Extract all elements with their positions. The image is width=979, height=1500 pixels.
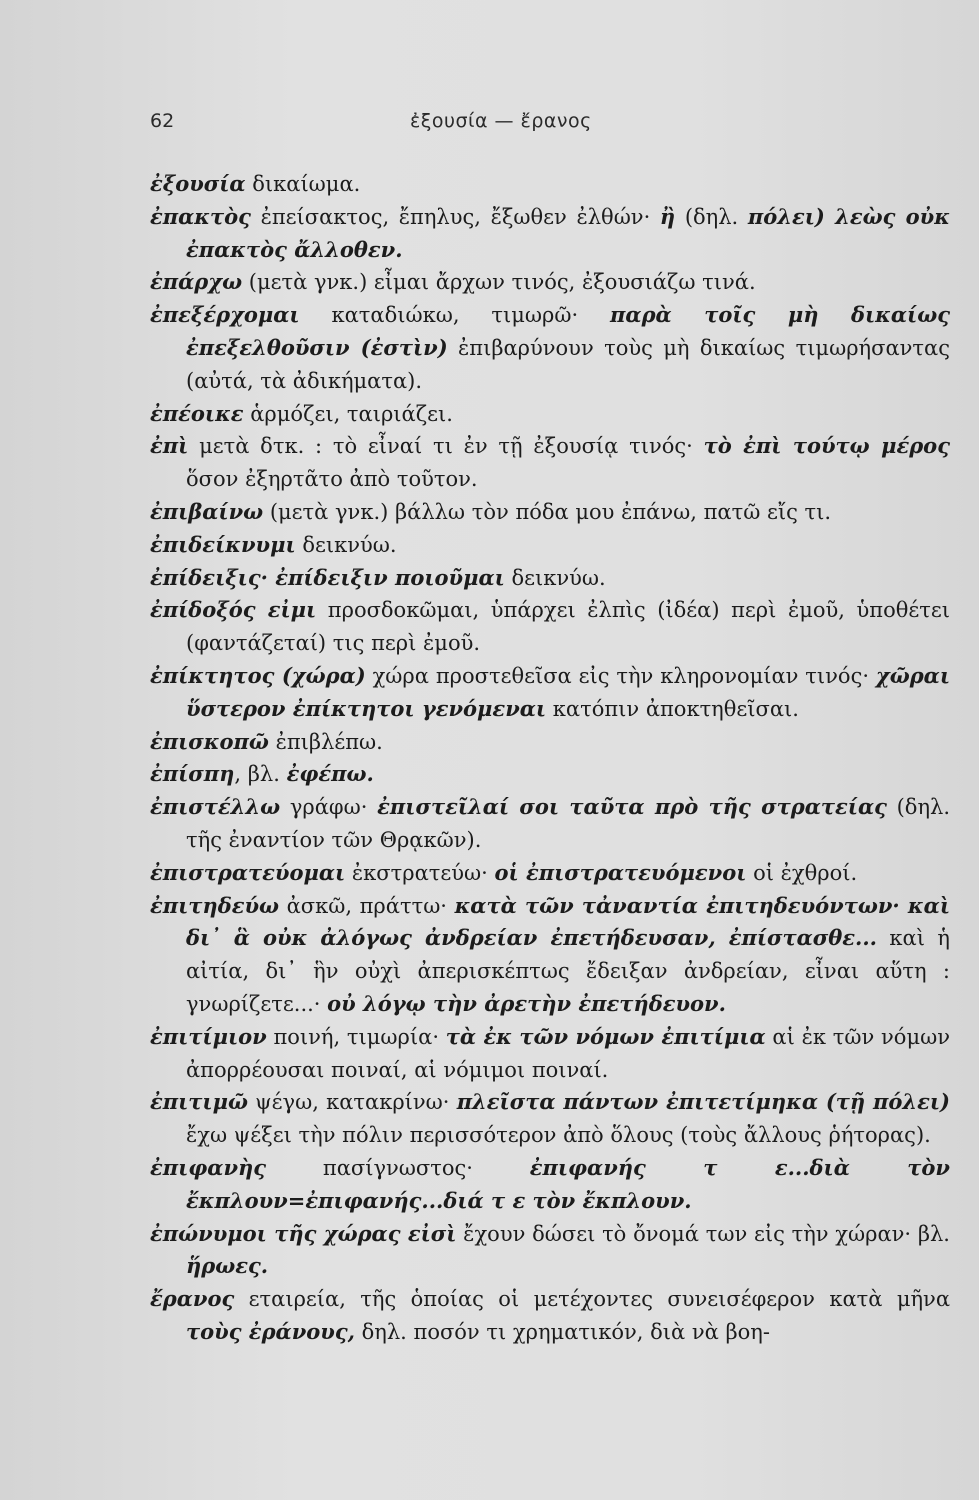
definition: δεικνύω. <box>295 532 397 557</box>
running-title: ἐξουσία — ἔρανος <box>410 110 592 132</box>
dictionary-entry <box>150 496 950 529</box>
dictionary-entry <box>150 1218 950 1284</box>
headword: ἐπὶ <box>150 433 189 459</box>
quotation: παρὰ τοῖς μὴ δικαίως ἐπεξελθοῦσιν (ἐστὶν) <box>186 302 950 360</box>
dictionary-entry <box>150 430 950 496</box>
headword: ἐπιστέλλω <box>150 794 281 820</box>
headword: ἐξουσία <box>150 171 246 196</box>
quotation: χῶραι ὕστερον ἐπίκτητοι γενόμεναι <box>186 662 950 721</box>
headword: ἐπίδοξός εἰμι <box>150 597 317 623</box>
definition: κατόπιν ἀποκτηθεῖσαι. <box>546 696 799 721</box>
definition: καταδιώκω, τιμωρῶ· <box>299 303 611 328</box>
definition: ἔχω ψέξει τὴν πόλιν περισσότερον ἀπὸ ὅλους (τοὺς ἄλλους ῥήτορας). <box>186 1123 931 1148</box>
dictionary-entry <box>150 890 950 1021</box>
definition: ἐπείσακτος, ἔπηλυς, ἔξωθεν ἐλθών· <box>250 204 660 229</box>
dictionary-entry <box>150 857 950 890</box>
headword: ἐπιφανὴς <box>150 1154 267 1180</box>
definition: πασίγνωστος· <box>266 1155 530 1180</box>
definition: ψέγω, κατακρίνω· <box>247 1090 457 1115</box>
headword: ἐπιτίμιον <box>150 1023 267 1049</box>
definition: αἱ ἐκ τῶν νόμων ἀπορρέουσαι ποιναί, αἱ νόμιμοι ποιναί. <box>186 1024 950 1082</box>
definition: οἱ ἐχθροί. <box>746 860 858 885</box>
headword: ἔρανος <box>150 1286 235 1312</box>
definition: ἀσκῶ, πράττω· <box>279 893 455 918</box>
headword: ἐπακτὸς <box>150 203 251 229</box>
headword: ἐπέοικε <box>150 400 244 426</box>
dictionary-entry <box>150 1152 950 1218</box>
headword: ἐπίσπη <box>150 761 235 787</box>
definition: δεικνύω. <box>504 565 606 590</box>
page-header <box>150 110 950 140</box>
definition: (μετὰ γνκ.) εἶμαι ἄρχων τινός, ἐξουσιάζω τινά. <box>242 270 756 295</box>
dictionary-entry <box>150 168 950 201</box>
definition: δικαίωμα. <box>245 172 361 196</box>
page-number: 62 <box>150 110 175 132</box>
headword: ἐπίκτητος (χώρα) <box>150 662 366 688</box>
definition: , βλ. <box>234 762 287 787</box>
definition: γράφω· <box>280 795 378 820</box>
quotation: πλεῖστα πάντων ἐπιτετίμηκα (τῇ πόλει) <box>456 1089 950 1115</box>
dictionary-entry <box>150 201 950 267</box>
quotation: ἥρωες. <box>186 1253 269 1279</box>
definition: (δηλ. τῆς ἐναντίον τῶν Θρᾳκῶν). <box>186 795 951 852</box>
dictionary-entry <box>150 758 950 791</box>
definition: ποινή, τιμωρία· <box>266 1024 446 1049</box>
dictionary-entry <box>150 529 950 562</box>
quotation: οἱ ἐπιστρατευόμενοι <box>494 859 747 885</box>
definition: (δηλ. <box>675 204 748 229</box>
dictionary-entry <box>150 398 950 431</box>
dictionary-entry <box>150 562 950 595</box>
headword: ἐπίδειξις· ἐπίδειξιν ποιοῦμαι <box>150 564 505 590</box>
definition: (μετὰ γνκ.) βάλλω τὸν πόδα μου ἐπάνω, πατῶ εἴς τι. <box>263 499 832 524</box>
headword: ἐπιτιμῶ <box>150 1089 248 1115</box>
definition: ἐπιβλέπω. <box>268 729 383 754</box>
dictionary-entry <box>150 1086 950 1152</box>
quotation: ἐπιφανής τ ε...διὰ τὸν ἔκπλουν=ἐπιφανής...διά τ ε τὸν ἔκπλουν. <box>186 1154 950 1213</box>
quotation: ἐφέπω. <box>286 761 374 787</box>
quotation: τὸ ἐπὶ τούτῳ μέρος <box>703 433 950 459</box>
quotation: κατὰ τῶν τἀναντία ἐπιτηδευόντων· καὶ δι᾿ ἃ οὐκ ἀλόγως ἀνδρείαν ἐπετήδευσαν, ἐπίστασθε... <box>186 892 950 951</box>
definition: ὅσον ἐξηρτᾶτο ἀπὸ τοῦτον. <box>186 467 478 492</box>
dictionary-entry <box>150 1021 950 1087</box>
headword: ἐπάρχω <box>150 269 243 295</box>
definition: ἁρμόζει, ταιριάζει. <box>243 401 453 426</box>
definition: ἔχουν δώσει τὸ ὄνομά των εἰς τὴν χώραν· βλ. <box>456 1221 950 1246</box>
definition: μετὰ δτκ. : τὸ εἶναί τι ἐν τῇ ἐξουσίᾳ τινός· <box>188 434 704 459</box>
definition: προσδοκῶμαι, ὑπάρχει ἐλπὶς (ἰδέα) περὶ ἐμοῦ, ὑποθέτει (φαντάζεταί) τις περὶ ἐμοῦ. <box>186 598 950 656</box>
definition: καὶ ἡ αἰτία, δι᾿ ἣν οὐχὶ ἀπερισκέπτως ἔδειξαν ἀνδρείαν, εἶναι αὕτη : γνωρίζετε...· <box>186 926 950 1016</box>
quotation: τὰ ἐκ τῶν νόμων ἐπιτίμια <box>445 1023 766 1049</box>
headword: ἐπιβαίνω <box>150 498 264 524</box>
quotation: τοὺς ἐράνους, <box>186 1318 355 1344</box>
dictionary-entry <box>150 791 950 857</box>
definition: ἐπιβαρύνουν τοὺς μὴ δικαίως τιμωρήσαντας (αὐτά, τὰ ἀδικήματα). <box>186 335 950 393</box>
quotation: πόλει) λεὼς οὐκ ἐπακτὸς ἄλλοθεν. <box>186 203 950 262</box>
headword: ἐπισκοπῶ <box>150 728 269 754</box>
dictionary-entry <box>150 594 950 660</box>
entries-list <box>150 168 950 1349</box>
quotation: ἐπιστεῖλαί σοι ταῦτα πρὸ τῆς στρατείας <box>377 794 887 820</box>
definition: χώρα προστεθεῖσα εἰς τὴν κληρονομίαν τινός· <box>365 663 876 688</box>
headword: ἐπεξέρχομαι <box>150 302 300 328</box>
quotation: ἢ <box>659 203 676 229</box>
dictionary-entry <box>150 266 950 299</box>
headword: ἐπιτηδεύω <box>150 892 280 918</box>
quotation: οὐ λόγῳ τὴν ἀρετὴν ἐπετήδευον. <box>327 990 726 1016</box>
dictionary-entry <box>150 299 950 397</box>
dictionary-entry <box>150 726 950 759</box>
headword: ἐπιδείκνυμι <box>150 531 296 557</box>
definition: εταιρεία, τῆς ὁποίας οἱ μετέχοντες συνεισέφερον κατὰ μῆνα <box>234 1287 950 1312</box>
definition: δηλ. ποσόν τι χρηματικόν, διὰ νὰ βοη- <box>354 1319 770 1344</box>
dictionary-entry <box>150 1283 950 1349</box>
headword: ἐπιστρατεύομαι <box>150 859 346 885</box>
definition: ἐκστρατεύω· <box>345 860 495 885</box>
dictionary-entry <box>150 660 950 726</box>
headword: ἐπώνυμοι τῆς χώρας εἰσὶ <box>150 1220 457 1246</box>
